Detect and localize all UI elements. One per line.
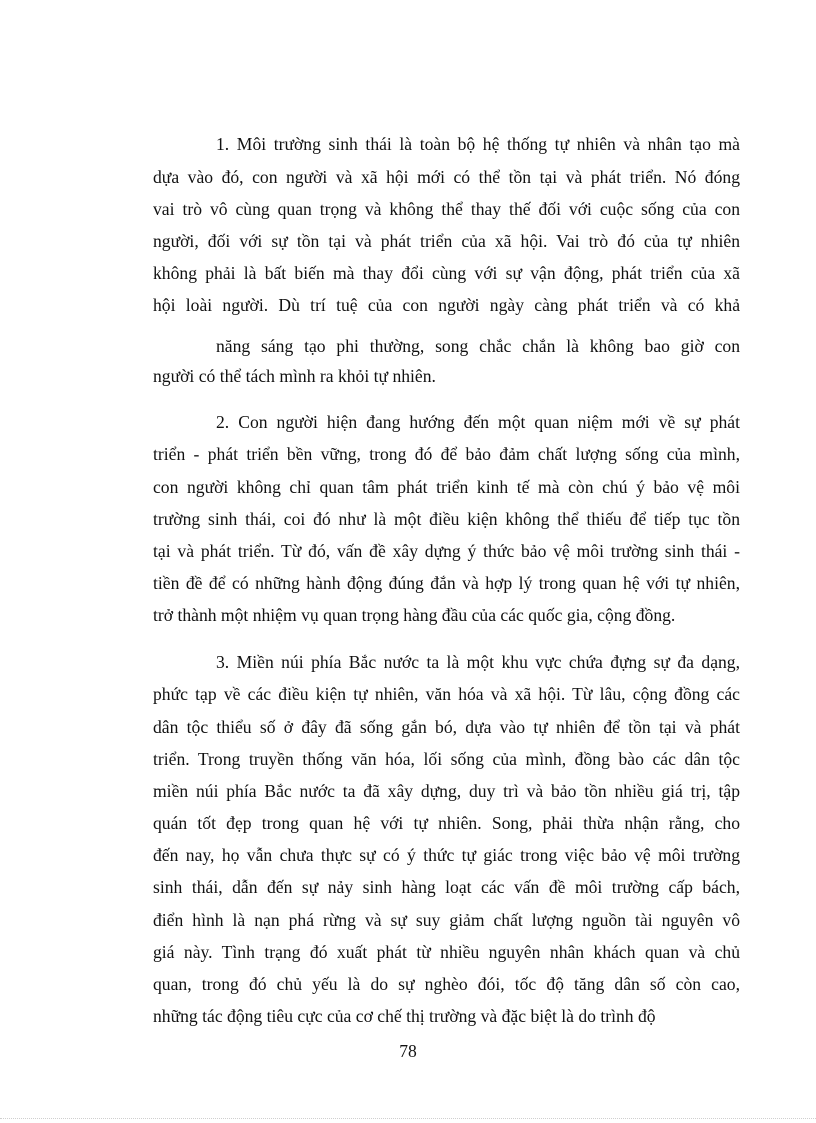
- text-line: điển hình là nạn phá rừng và sự suy giảm chất lượng nguồn tài nguyên vô: [153, 910, 740, 930]
- text-line: trường sinh thái, coi đó như là một điều kiện không thể thiếu để tiếp tục tồn: [153, 509, 740, 529]
- text-line: miền núi phía Bắc nước ta đã xây dựng, duy trì và bảo tồn nhiều giá trị, tập: [153, 781, 740, 801]
- text-line: 3. Miền núi phía Bắc nước ta là một khu vực chứa đựng sự đa dạng,: [216, 652, 740, 672]
- page-number: 78: [399, 1041, 417, 1061]
- text-line: con người không chỉ quan tâm phát triển kinh tế mà còn chú ý bảo vệ môi: [153, 477, 740, 497]
- text-line: giá này. Tình trạng đó xuất phát từ nhiều nguyên nhân khách quan và chủ: [153, 942, 740, 962]
- text-line: những tác động tiêu cực của cơ chế thị trường và đặc biệt là do trình độ: [153, 1006, 656, 1026]
- text-line: trở thành một nhiệm vụ quan trọng hàng đầu của các quốc gia, cộng đồng.: [153, 605, 676, 625]
- text-line: triển. Trong truyền thống văn hóa, lối sống của mình, đồng bào các dân tộc: [153, 749, 740, 769]
- text-line: dựa vào đó, con người và xã hội mới có thể tồn tại và phát triển. Nó đóng: [153, 167, 740, 187]
- text-line: người, đối với sự tồn tại và phát triển của xã hội. Vai trò đó của tự nhiên: [153, 231, 740, 251]
- text-line: tại và phát triển. Từ đó, vấn đề xây dựng ý thức bảo vệ môi trường sinh thái -: [153, 541, 740, 561]
- text-line: quan, trong đó chủ yếu là do sự nghèo đói, tốc độ tăng dân số còn cao,: [153, 974, 740, 994]
- text-line: hội loài người. Dù trí tuệ của con người ngày càng phát triển và có khả: [153, 295, 740, 315]
- text-line: dân tộc thiểu số ở đây đã sống gắn bó, dựa vào tự nhiên để tồn tại và phát: [153, 717, 740, 737]
- text-line: vai trò vô cùng quan trọng và không thể thay thế đối với cuộc sống của con: [153, 199, 740, 219]
- text-line: quán tốt đẹp trong quan hệ với tự nhiên. Song, phải thừa nhận rằng, cho: [153, 813, 740, 833]
- text-line: người có thể tách mình ra khỏi tự nhiên.: [153, 366, 436, 386]
- text-line: sinh thái, dẫn đến sự nảy sinh hàng loạt các vấn đề môi trường cấp bách,: [153, 877, 740, 897]
- text-line: không phải là bất biến mà thay đổi cùng với sự vận động, phát triển của xã: [153, 263, 740, 283]
- text-line: 2. Con người hiện đang hướng đến một quan niệm mới về sự phát: [216, 412, 740, 432]
- page-bottom-divider: [0, 1118, 816, 1119]
- text-line: tiền đề để có những hành động đúng đắn và hợp lý trong quan hệ với tự nhiên,: [153, 573, 740, 593]
- text-line: năng sáng tạo phi thường, song chắc chắn là không bao giờ con: [216, 336, 740, 356]
- text-line: triển - phát triển bền vững, trong đó để bảo đảm chất lượng sống của mình,: [153, 444, 740, 464]
- text-line: 1. Môi trường sinh thái là toàn bộ hệ thống tự nhiên và nhân tạo mà: [216, 134, 740, 154]
- text-line: phức tạp về các điều kiện tự nhiên, văn hóa và xã hội. Từ lâu, cộng đồng các: [153, 684, 740, 704]
- text-line: đến nay, họ vẫn chưa thực sự có ý thức tự giác trong việc bảo vệ môi trường: [153, 845, 740, 865]
